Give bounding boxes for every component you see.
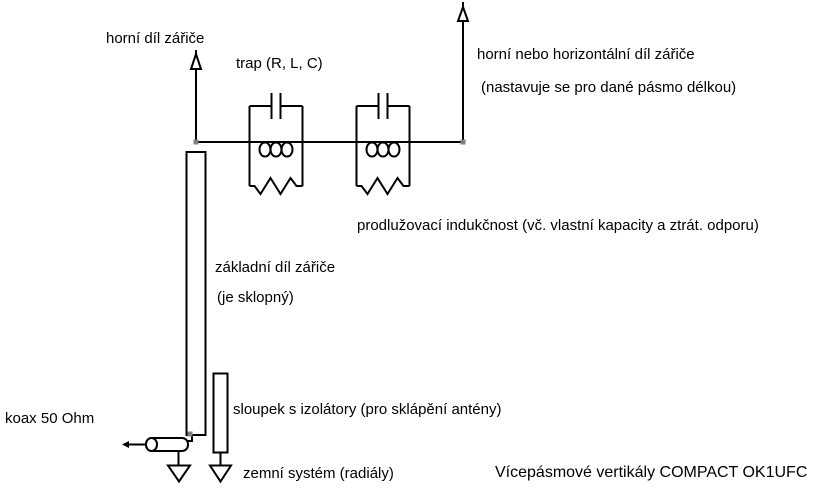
trap-inductor-symbol — [260, 143, 293, 157]
label-base-element: základní díl zářiče — [215, 259, 336, 276]
label-pole: sloupek s izolátory (pro sklápění antény) — [233, 401, 502, 418]
ground-icon — [168, 466, 190, 482]
trap-capacitor-symbol — [357, 93, 410, 119]
label-upper-or-horizontal: horní nebo horizontální díl zářiče — [477, 46, 695, 63]
pole-ground — [210, 453, 231, 482]
right-radiator-wire — [458, 2, 468, 142]
junction-handle — [461, 140, 466, 145]
trap-1 — [250, 93, 303, 194]
junction-handle — [188, 432, 193, 437]
ground-icon — [210, 466, 231, 482]
upper-radiator-wire — [191, 50, 201, 142]
up-arrow-icon — [191, 50, 201, 69]
coax-connector-face — [146, 438, 157, 451]
label-base-note: (je sklopný) — [217, 289, 294, 306]
coax-feed — [122, 434, 192, 482]
label-upper-note: (nastavuje se pro dané pásmo délkou) — [481, 79, 737, 96]
tilt-pole — [214, 374, 228, 453]
trap-capacitor-symbol — [250, 93, 303, 119]
trap-2 — [357, 93, 410, 194]
trap-inductor-symbol — [367, 143, 400, 157]
diagram-title: Vícepásmové vertikály COMPACT OK1UFC — [495, 464, 808, 481]
junction-handle — [194, 140, 199, 145]
trap-resistor-symbol — [357, 178, 410, 194]
trap-resistor-symbol — [250, 178, 303, 194]
label-ground: zemní systém (radiály) — [243, 465, 394, 482]
left-arrow-icon — [122, 441, 129, 448]
label-inductance-note: prodlužovací indukčnost (vč. vlastní kapacity a ztrát. odporu) — [357, 217, 759, 234]
label-coax: koax 50 Ohm — [5, 410, 95, 427]
base-radiator-element — [187, 152, 206, 435]
up-arrow-icon — [458, 2, 468, 21]
label-upper-element: horní díl zářiče — [106, 30, 205, 47]
label-trap: trap (R, L, C) — [236, 55, 323, 72]
